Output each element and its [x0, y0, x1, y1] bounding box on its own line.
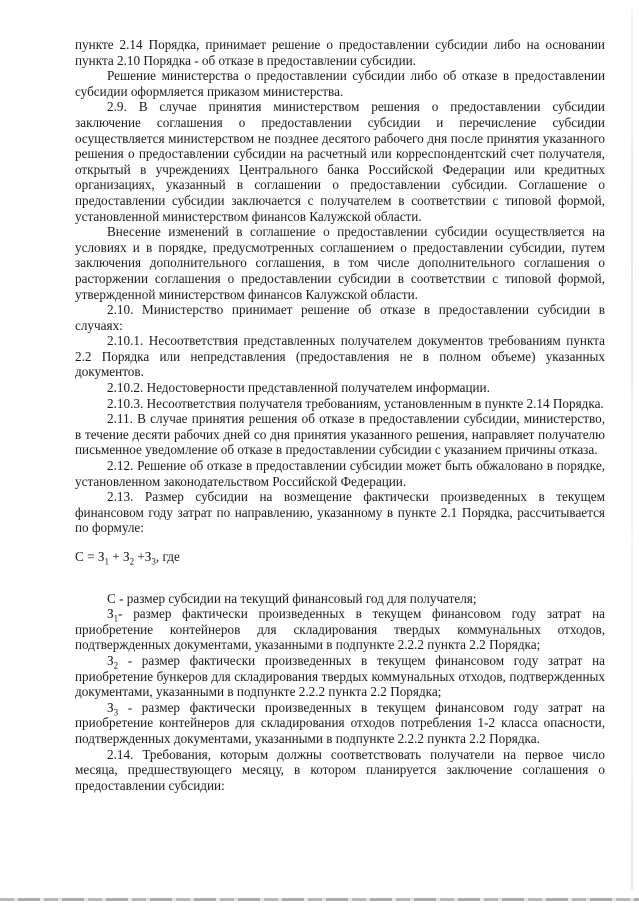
- paragraph-2-10: 2.10. Министерство принимает решение об отказе в предоставлении субсидии в случаях:: [75, 302, 605, 333]
- definition-z1: [75, 606, 605, 653]
- definition-symbol: З: [107, 606, 114, 622]
- formula-tail: , где: [155, 549, 180, 564]
- definition-text: - размер субсидии на текущий финансовый год для получателя;: [115, 590, 477, 606]
- document-body: [75, 37, 605, 793]
- formula-plus-2: +З: [134, 549, 152, 564]
- formula-sub-3: 3: [151, 556, 156, 567]
- formula-sub-1: 1: [104, 556, 109, 567]
- definition-symbol: З: [107, 652, 114, 668]
- definition-z2: [75, 653, 605, 700]
- formula-plus-1: + З: [108, 549, 130, 564]
- paragraph-2-14: 2.14. Требования, которым должны соответствовать получатели на первое число месяца, предшествующего месяцу, в котором планируется заключение соглашения о предоставлении субсидии:: [75, 746, 605, 793]
- paragraph-continuation: пункте 2.14 Порядка, принимает решение о предоставлении субсидии либо на основании пункта 2.10 Порядка - об отказе в предоставлении субсидии.: [75, 37, 605, 68]
- definition-symbol: З: [107, 699, 114, 715]
- definition-symbol: С: [107, 590, 116, 606]
- paragraph-2-10-3: 2.10.3. Несоответствия получателя требованиям, установленным в пункте 2.14 Порядка.: [107, 395, 604, 411]
- paragraph-2-12: 2.12. Решение об отказе в предоставлении субсидии может быть обжаловано в порядке, установленном законодательством Российской Федерации.: [75, 458, 605, 489]
- formula-lhs: С = З: [75, 549, 105, 564]
- paragraph-2-10-2: 2.10.2. Недостоверности представленной получателем информации.: [107, 380, 490, 396]
- paragraph-2-11: 2.11. В случае принятия решения об отказе в предоставлении субсидии, министерство, в течение десяти рабочих дней со дня принятия указанного решения, направляет получателю письменное уведомление об отказе в предоставлении субсидии с указанием причины отказа.: [75, 411, 605, 458]
- definition-subscript: 1: [113, 613, 119, 624]
- paragraph-agreement-changes: Внесение изменений в соглашение о предоставлении субсидии осуществляется на условиях и в порядке, предусмотренных соглашением о предоставлении субсидии, путем заключения дополнительного соглашения, в том числе дополнительного соглашения о расторжении соглашения о предоставлении субсидии в соответствии с типовой формой, утвержденной министерством финансов Калужской области.: [75, 224, 605, 302]
- paragraph-2-9: 2.9. В случае принятия министерством решения о предоставлении субсидии заключение соглашения о предоставлении субсидии и перечисление субсидии осуществляется министерством не позднее десятого рабочего дня после принятия указанного решения о предоставлении субсидии на расчетный или корреспондентский счет получателя, открытый в учреждениях Центрального банка Российской Федерации или кредитных организациях, указанный в соглашении о предоставлении субсидии. Соглашение о предоставлении субсидии заключается с получателем в соответствии с типовой формой, установленной министерством финансов Калужской области.: [75, 99, 605, 224]
- definition-text: - размер фактически произведенных в текущем финансовом году затрат на приобретение бункеров для складирования твердых коммунальных отходов, подтвержденных документами, указанными в подпункте 2.2.2 пункта 2.2 Порядка;: [75, 652, 605, 700]
- definition-subscript: 2: [113, 660, 119, 671]
- definition-text: - размер фактически произведенных в текущем финансовом году затрат на приобретение контейнеров для складирования твердых коммунальных отходов, подтвержденных документами, указанными в подпункте 2.2.2 пункта 2.2 Порядка;: [75, 606, 605, 653]
- formula-sub-2: 2: [129, 556, 135, 567]
- definition-text: - размер фактически произведенных в текущем финансовом году затрат на приобретение контейнеров для складирования отходов потребления 1-2 класса опасности, подтвержденных документами, указанными в подпункте 2.2.2 пункта 2.2 Порядка.: [75, 699, 605, 746]
- scan-edge-right: [631, 10, 633, 890]
- paragraph-2-13: 2.13. Размер субсидии на возмещение фактически произведенных в текущем финансовом году затрат по направлению, указанному в пункте 2.1 Порядка, рассчитывается по формуле:: [75, 489, 605, 536]
- scan-edge-bottom: [0, 898, 639, 901]
- paragraph-2-10-1: 2.10.1. Несоответствия представленных получателем документов требованиям пункта 2.2 Порядка или непредставления (предоставления не в полном объеме) указанных документов.: [75, 333, 605, 380]
- definition-subscript: 3: [113, 707, 119, 718]
- subsidy-formula: [75, 549, 605, 565]
- definition-c: [75, 591, 605, 607]
- definition-z3: [75, 700, 605, 747]
- paragraph-decision-order: Решение министерства о предоставлении субсидии либо об отказе в предоставлении субсидии оформляется приказом министерства.: [75, 68, 605, 99]
